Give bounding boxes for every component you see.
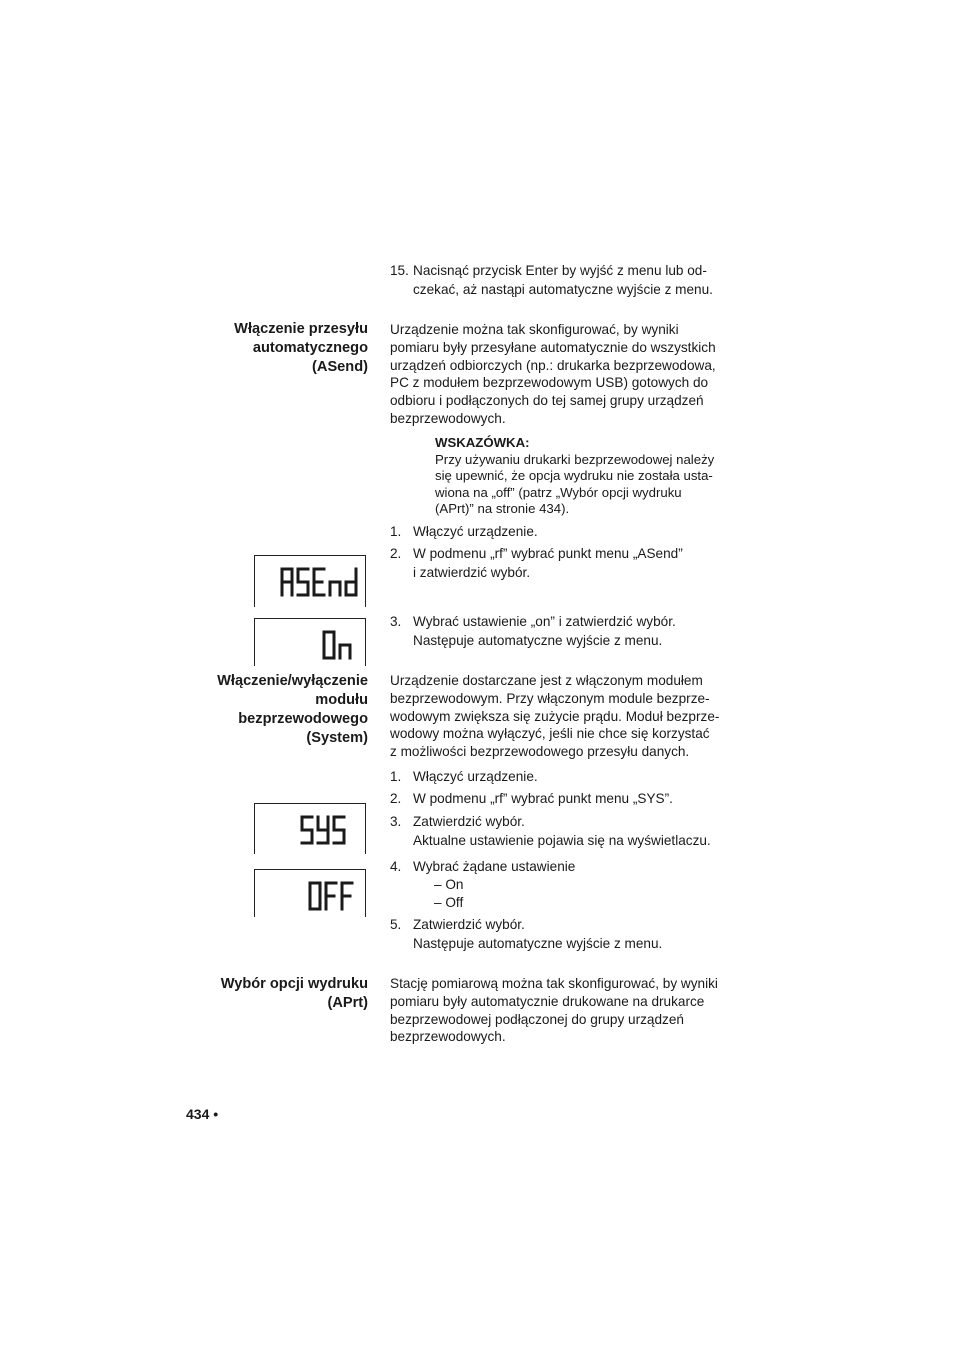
section-heading-system: Włączenie/wyłączenie modułu bezprzewodowego (System)	[217, 673, 368, 746]
lcd-text-off	[307, 880, 355, 912]
aprt-paragraph: Stację pomiarową można tak skonfigurować, by wyniki pomiaru były automatycznie drukowane na drukarce bezprzewodowej podłączonej do grupy urządzeń bezprzewodowych.	[390, 976, 718, 1045]
lcd-text-on	[321, 629, 353, 661]
system-paragraph: Urządzenie dostarczane jest z włączonym modułem bezprzewodowym. Przy włączonym module bezprze- wodowym zwiększa się zużycie prądu. Moduł bezprze- wodowy można wyłączyć, jeśli nie chce się korzystać z możliwości bezprzewodowego przesyłu danych.	[390, 673, 720, 760]
note-text: Przy używaniu drukarki bezprzewodowej należy się upewnić, że opcja wydruku nie została usta- wiona na „off” (patrz „Wybór opcji wydruku (APrt)” na stronie 434).	[435, 451, 715, 517]
note-title: WSKAZÓWKA:	[435, 435, 530, 450]
page-number: 434 •	[186, 1106, 219, 1122]
section-heading-aprt: Wybór opcji wydruku (APrt)	[220, 976, 368, 1011]
asend-paragraph: Urządzenie można tak skonfigurować, by wyniki pomiaru były przesyłane automatycznie do wszystkich urządzeń odbiorczych (np.: drukarka bezprzewodowa, PC z modułem bezprzewodowym USB) gotowych do odbioru i podłączonych do tej samej grupy urządzeń bezprzewodowych.	[390, 322, 716, 426]
note-box	[435, 435, 714, 518]
option-on: – On	[434, 877, 464, 892]
lcd-display-off	[254, 869, 366, 917]
lcd-text-sys	[299, 814, 347, 846]
lcd-display-sys	[254, 803, 366, 854]
lcd-text-asend	[279, 566, 359, 598]
option-off: – Off	[434, 895, 464, 910]
section-heading-asend: Włączenie przesyłu automatycznego (ASend)	[234, 321, 368, 375]
lcd-display-asend	[254, 555, 366, 607]
step-number: 15.	[390, 263, 409, 278]
step-text: Nacisnąć przycisk Enter by wyjść z menu lub od- czekać, aż nastąpi automatyczne wyjście z menu.	[413, 263, 713, 297]
lcd-display-on	[254, 618, 366, 666]
